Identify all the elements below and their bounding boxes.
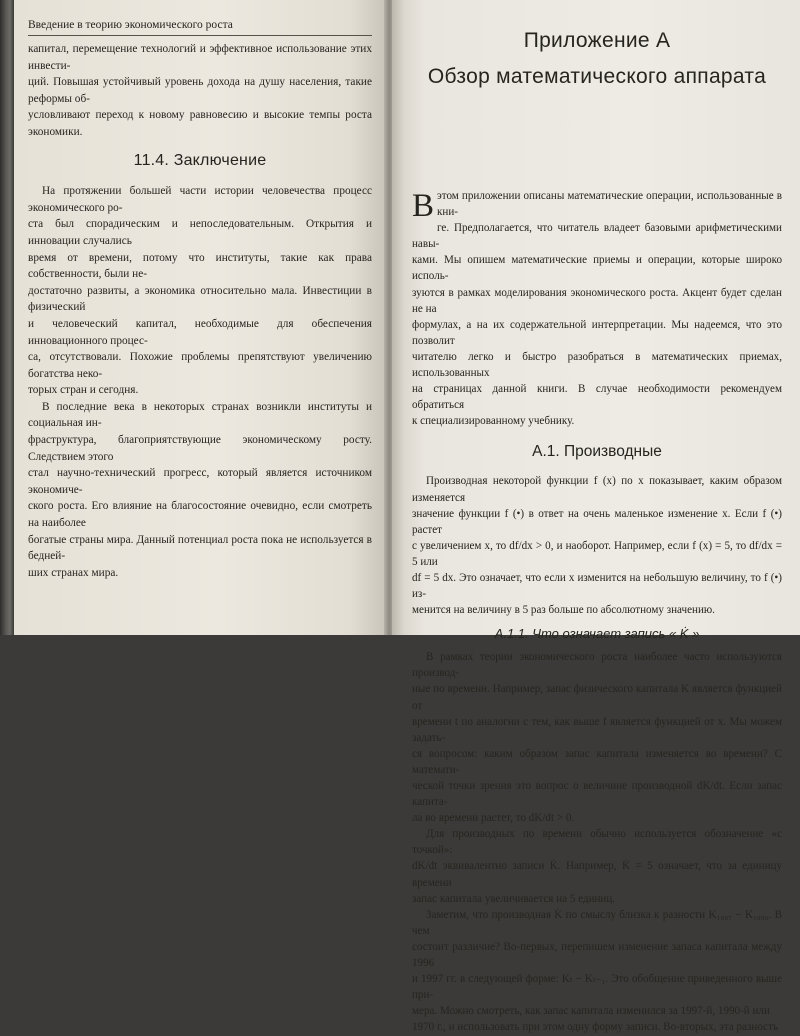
text-line: с увеличением x, то df/dx > 0, и наоборот. Например, если f (x) = 5, то df/dx = 5 или (412, 539, 782, 568)
conclusion-paragraph-2 (28, 399, 372, 582)
text-line: зуются в рамках моделирования экономического роста. Акцент будет сделан не на (412, 286, 782, 315)
subsubsection-title: А.1.1. Что означает запись « K̇ » (494, 626, 700, 642)
running-head: Введение в теорию экономического роста (28, 18, 372, 36)
appendix-label: Приложение А (523, 29, 671, 52)
text-line: Производная некоторой функции f (x) по x показывает, каким образом изменяется (412, 475, 782, 504)
kdot-paragraph-1 (412, 649, 782, 826)
drop-cap: В (412, 188, 435, 224)
text-line: ций. Повышая устойчивый уровень дохода на душу населения, такие реформы об- (28, 76, 372, 105)
text-line: ге. Предполагается, что читатель владеет базовыми арифметическими навы- (412, 222, 782, 251)
text-line: формулах, а на их содержательной интерпретации. Мы надеемся, что это позволит (412, 318, 782, 347)
text-line: ста был спорадическим и непоследовательным. Открытия и инновации случались (28, 218, 372, 247)
text-line: В рамках теории экономического роста наиболее часто используются производ- (412, 651, 782, 680)
text-line: на страницах данной книги. В случае необходимости рекомендуем обратиться (412, 383, 782, 412)
text-line: 1970 г., и использовать при этом одну форму записи. Во-вторых, эта разность (412, 1021, 779, 1034)
text-line: состоит различие? Во-первых, перепишем изменение запаса капитала между 1996 (412, 940, 782, 970)
text-line: В последние века в некоторых странах возникли институты и социальная ин- (28, 400, 372, 430)
text-line: достаточно развиты, а экономика относительно мала. Инвестиции в физический (28, 284, 372, 314)
text-line: мера. Можно смотреть, как запас капитала изменился за 1997-й, 1990-й или (412, 1005, 770, 1018)
text-line: df = 5 dx. Это означает, что если x изменится на небольшую величину, то f (•) из- (412, 571, 782, 601)
text-line: значение функции f (•) в ответ на очень маленькое изменение x. Если f (•) растет (412, 507, 782, 536)
text-line: са, отсутствовали. Похожие проблемы препятствуют увеличению богатства неко- (28, 351, 372, 380)
text-line: капитал, перемещение технологий и эффективное использование этих инвести- (28, 43, 372, 72)
text-line: этом приложении описаны математические операции, использованные в кни- (437, 190, 782, 219)
text-line: ла во времени растет, то dK/dt > 0. (412, 812, 575, 825)
text-line: запас капитала увеличивается на 5 единиц. (412, 892, 616, 905)
text-line: ского роста. Его влияние на благосостояние очевидно, если смотреть на наиболее (28, 500, 372, 530)
text-line: и человеческий капитал, необходимые для обеспечения инновационного процес- (28, 317, 372, 347)
text-line: времени t по аналогии с тем, как выше f является функцией от x. Мы можем задать- (412, 715, 782, 744)
kdot-section-body (412, 649, 782, 1035)
section-title: 11.4. Заключение (133, 151, 267, 169)
text-line: читателю легко и быстро разобраться в математических приемах, использованных (412, 350, 782, 380)
kdot-paragraph-2 (412, 826, 782, 906)
text-line: Заметим, что производная K̇ по смыслу близка к разности K₁₉₉₇ − K₁₉₉₆. В чем (412, 908, 782, 937)
text-line: богатые страны мира. Данный потенциал роста пока не используется в бедней- (28, 533, 372, 563)
appendix-intro (412, 188, 782, 429)
text-line: к специализированному учебнику. (412, 415, 575, 428)
text-line: фраструктура, благоприятствующие экономическому росту. Следствием этого (28, 434, 372, 463)
opening-paragraph (28, 41, 372, 141)
text-line: dK/dt эквивалентно записи K̇. Например, K̇ = 5 означает, что за единицу времени (412, 860, 782, 889)
subsection-title: А.1. Производные (532, 443, 662, 461)
text-line: Для производных по времени обычно используется обозначение «с точкой»: (412, 828, 782, 857)
text-line: условливают переход к новому равновесию и высокие темпы роста экономики. (28, 109, 372, 138)
text-line: торых стран и сегодня. (28, 384, 139, 397)
text-line: менится на величину в 5 раз больше по абсолютному значению. (412, 604, 715, 617)
text-line: ших странах мира. (28, 566, 119, 579)
kdot-paragraph-3 (412, 907, 782, 1036)
text-line: ные по времени. Например, запас физического капитала K является функцией от (412, 683, 782, 712)
appendix-heading (412, 0, 782, 92)
derivatives-paragraph (412, 473, 782, 618)
text-line: ся вопросом: каким образом запас капитала изменяется во времени? С математи- (412, 747, 782, 776)
text-line: и 1997 гг. в следующей форме: Kₜ − Kₜ₋₁. Это обобщение приведенного выше при- (412, 973, 782, 1002)
text-line: ческой точки зрения это вопрос о величине производной dK/dt. Если запас капита- (412, 780, 782, 809)
text-line: На протяжении большей части истории человечества процесс экономического ро- (28, 185, 372, 214)
left-page (14, 0, 386, 635)
conclusion-paragraph-1 (28, 183, 372, 399)
text-line: ками. Мы опишем математические приемы и операции, которые широко исполь- (412, 254, 782, 283)
text-line: стал научно-технический прогресс, который является источником экономиче- (28, 467, 372, 496)
appendix-title: Обзор математического аппарата (427, 65, 767, 88)
text-line: время от времени, потому что институты, такие как права собственности, были не- (28, 251, 372, 281)
right-page (392, 0, 800, 1034)
left-page-body (28, 41, 372, 581)
